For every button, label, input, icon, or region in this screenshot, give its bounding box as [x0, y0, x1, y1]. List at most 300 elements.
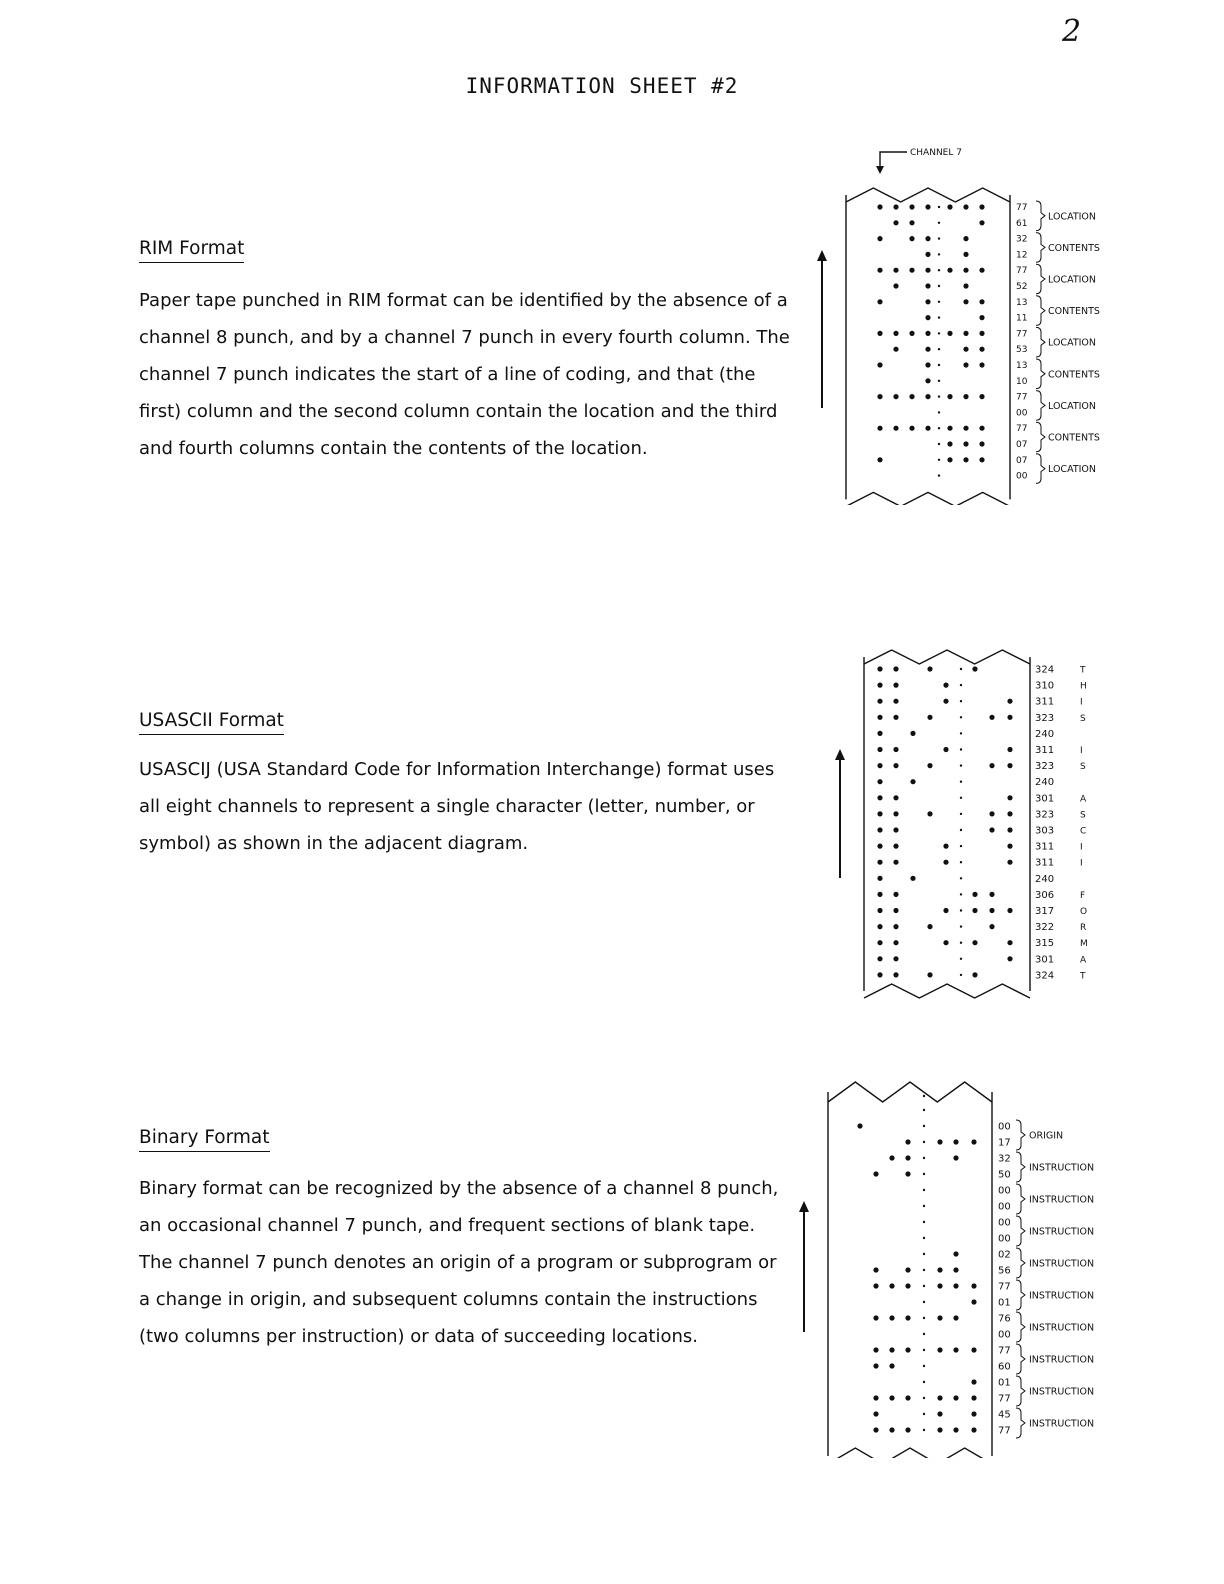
- punch-hole: [893, 268, 898, 273]
- sprocket-hole: [938, 301, 940, 303]
- punch-hole: [877, 204, 882, 209]
- punch-hole: [910, 876, 915, 881]
- punch-hole: [1007, 860, 1012, 865]
- punch-hole: [877, 763, 882, 768]
- octal-code: 301: [1035, 954, 1055, 966]
- punch-hole: [979, 457, 984, 462]
- punch-hole: [893, 699, 898, 704]
- group-bracket: [1016, 1344, 1025, 1374]
- punch-hole: [877, 795, 882, 800]
- punch-hole: [979, 315, 984, 320]
- group-label: INSTRUCTION: [1029, 1258, 1095, 1270]
- punch-hole: [873, 1267, 878, 1272]
- rim-paragraph: [139, 282, 819, 467]
- punch-hole: [937, 1411, 942, 1416]
- sprocket-hole: [923, 1125, 925, 1127]
- sprocket-hole: [923, 1205, 925, 1207]
- group-label: LOCATION: [1048, 337, 1097, 349]
- punch-hole: [953, 1155, 958, 1160]
- group-bracket: [1016, 1312, 1025, 1342]
- octal-code: 07: [1016, 440, 1028, 450]
- punch-hole: [877, 236, 882, 241]
- sprocket-hole: [923, 1221, 925, 1223]
- punch-hole: [877, 940, 882, 945]
- group-label: INSTRUCTION: [1029, 1162, 1095, 1174]
- group-bracket: [1016, 1152, 1025, 1182]
- character-label: S: [1080, 762, 1086, 773]
- character-label: I: [1080, 697, 1083, 708]
- punch-hole: [943, 940, 948, 945]
- sprocket-hole: [960, 942, 962, 944]
- group-bracket: [1036, 454, 1045, 484]
- punch-hole: [893, 394, 898, 399]
- punch-hole: [877, 299, 882, 304]
- octal-code: 00: [998, 1121, 1011, 1133]
- octal-code: 77: [1016, 424, 1028, 435]
- punch-hole: [873, 1347, 878, 1352]
- punch-hole: [873, 1427, 878, 1432]
- punch-hole: [877, 731, 882, 736]
- octal-code: 12: [1016, 250, 1028, 261]
- punch-hole: [925, 378, 930, 383]
- sprocket-hole: [960, 877, 962, 879]
- group-bracket: [1036, 233, 1045, 263]
- punch-hole: [873, 1363, 878, 1368]
- punch-hole: [963, 394, 968, 399]
- octal-code: 77: [1016, 392, 1028, 403]
- page-title: INFORMATION SHEET #2: [465, 74, 739, 98]
- octal-code: 50: [998, 1169, 1011, 1181]
- binary-arrow-line: [803, 1212, 805, 1332]
- sprocket-hole: [938, 285, 940, 287]
- punch-hole: [873, 1171, 878, 1176]
- sprocket-hole: [923, 1333, 925, 1335]
- group-bracket: [1016, 1376, 1025, 1406]
- page-number: 2: [1062, 14, 1082, 49]
- octal-code: 61: [1016, 218, 1028, 229]
- punch-hole: [893, 347, 898, 352]
- group-label: LOCATION: [1048, 464, 1097, 476]
- octal-code: 77: [998, 1425, 1011, 1437]
- octal-code: 10: [1016, 376, 1028, 387]
- sprocket-hole: [938, 316, 940, 318]
- group-bracket: [1036, 201, 1045, 231]
- punch-hole: [953, 1395, 958, 1400]
- punch-hole: [925, 331, 930, 336]
- octal-code: 00: [998, 1329, 1011, 1341]
- punch-hole: [937, 1283, 942, 1288]
- binary-paragraph-line: The channel 7 punch denotes an origin of a program or subprogram or: [139, 1252, 777, 1273]
- punch-hole: [963, 441, 968, 446]
- group-label: CONTENTS: [1048, 242, 1100, 254]
- rim-arrow-line: [821, 260, 823, 408]
- punch-hole: [925, 283, 930, 288]
- punch-hole: [877, 892, 882, 897]
- punch-hole: [937, 1395, 942, 1400]
- octal-code: 13: [1016, 361, 1028, 371]
- punch-hole: [925, 426, 930, 431]
- octal-code: 07: [1016, 455, 1028, 466]
- group-bracket: [1036, 359, 1045, 389]
- punch-hole: [873, 1283, 878, 1288]
- octal-code: 77: [1016, 266, 1028, 277]
- group-label: INSTRUCTION: [1029, 1194, 1095, 1206]
- punch-hole: [979, 362, 984, 367]
- binary-tape-diagram: [822, 1068, 1122, 1458]
- punch-hole: [989, 924, 994, 929]
- punch-hole: [1007, 763, 1012, 768]
- punch-hole: [963, 362, 968, 367]
- group-label: CONTENTS: [1048, 306, 1100, 318]
- punch-hole: [893, 827, 898, 832]
- punch-hole: [963, 204, 968, 209]
- punch-hole: [989, 892, 994, 897]
- punch-hole: [947, 394, 952, 399]
- punch-hole: [927, 763, 932, 768]
- sprocket-hole: [960, 925, 962, 927]
- octal-code: 77: [998, 1281, 1011, 1293]
- binary-paragraph-line: (two columns per instruction) or data of succeeding locations.: [139, 1326, 698, 1347]
- channel-7-arrow-head: [876, 166, 884, 174]
- punch-hole: [1007, 908, 1012, 913]
- octal-code: 240: [1035, 728, 1055, 740]
- rim-paragraph-line: channel 8 punch, and by a channel 7 punch in every fourth column. The: [139, 327, 790, 348]
- punch-hole: [925, 252, 930, 257]
- punch-hole: [877, 956, 882, 961]
- octal-code: 53: [1016, 345, 1028, 356]
- punch-hole: [877, 457, 882, 462]
- punch-hole: [972, 940, 977, 945]
- rim-paragraph-line: channel 7 punch indicates the start of a line of coding, and that (the: [139, 364, 756, 385]
- punch-hole: [979, 220, 984, 225]
- sprocket-hole: [923, 1429, 925, 1431]
- octal-code: 77: [998, 1393, 1011, 1405]
- octal-code: 76: [998, 1313, 1011, 1325]
- group-label: ORIGIN: [1029, 1130, 1064, 1142]
- sprocket-hole: [938, 443, 940, 445]
- group-bracket: [1016, 1408, 1025, 1438]
- sprocket-hole: [923, 1381, 925, 1383]
- punch-hole: [909, 268, 914, 273]
- punch-hole: [925, 315, 930, 320]
- punch-hole: [909, 426, 914, 431]
- punch-hole: [1007, 699, 1012, 704]
- sprocket-hole: [923, 1285, 925, 1287]
- sprocket-hole: [923, 1349, 925, 1351]
- rim-heading: RIM Format: [139, 238, 244, 263]
- usascii-arrow-head: [835, 749, 845, 760]
- punch-hole: [925, 268, 930, 273]
- channel-7-label: CHANNEL 7: [910, 148, 962, 158]
- sprocket-hole: [938, 474, 940, 476]
- punch-hole: [972, 908, 977, 913]
- punch-hole: [877, 683, 882, 688]
- punch-hole: [925, 236, 930, 241]
- group-label: LOCATION: [1048, 211, 1097, 223]
- usascii-paragraph-line: all eight channels to represent a single character (letter, number, or: [139, 796, 755, 817]
- punch-hole: [927, 666, 932, 671]
- punch-hole: [905, 1171, 910, 1176]
- punch-hole: [1007, 844, 1012, 849]
- punch-hole: [979, 426, 984, 431]
- group-label: INSTRUCTION: [1029, 1386, 1095, 1398]
- punch-hole: [893, 220, 898, 225]
- sprocket-hole: [960, 797, 962, 799]
- octal-code: 17: [998, 1137, 1011, 1149]
- punch-hole: [877, 268, 882, 273]
- octal-code: 311: [1035, 745, 1055, 756]
- sprocket-hole: [960, 829, 962, 831]
- punch-hole: [877, 972, 882, 977]
- octal-code: 323: [1035, 809, 1055, 821]
- usascii-paragraph-line: USASCIJ (USA Standard Code for Information Interchange) format uses: [139, 759, 775, 780]
- sprocket-hole: [938, 237, 940, 239]
- punch-hole: [893, 666, 898, 671]
- punch-hole: [889, 1315, 894, 1320]
- octal-code: 306: [1035, 889, 1055, 901]
- punch-hole: [943, 908, 948, 913]
- punch-hole: [953, 1139, 958, 1144]
- punch-hole: [905, 1283, 910, 1288]
- rim-paragraph-line: and fourth columns contain the contents of the location.: [139, 438, 648, 459]
- group-label: LOCATION: [1048, 400, 1097, 412]
- group-bracket: [1016, 1216, 1025, 1246]
- punch-hole: [979, 347, 984, 352]
- group-label: CONTENTS: [1048, 432, 1100, 444]
- character-label: I: [1080, 842, 1083, 853]
- punch-hole: [971, 1283, 976, 1288]
- group-label: INSTRUCTION: [1029, 1226, 1095, 1238]
- tape-bottom-edge: [828, 1448, 992, 1458]
- punch-hole: [925, 299, 930, 304]
- character-label: S: [1080, 810, 1086, 821]
- character-label: A: [1080, 955, 1087, 966]
- punch-hole: [909, 236, 914, 241]
- punch-hole: [979, 441, 984, 446]
- punch-hole: [889, 1427, 894, 1432]
- character-label: C: [1080, 826, 1087, 837]
- octal-code: 52: [1016, 282, 1028, 292]
- punch-hole: [937, 1427, 942, 1432]
- punch-hole: [953, 1315, 958, 1320]
- octal-code: 303: [1035, 825, 1055, 837]
- sprocket-hole: [938, 364, 940, 366]
- punch-hole: [927, 924, 932, 929]
- binary-paragraph-line: Binary format can be recognized by the absence of a channel 8 punch,: [139, 1178, 779, 1199]
- punch-hole: [943, 747, 948, 752]
- binary-arrow-head: [799, 1201, 809, 1212]
- punch-hole: [877, 827, 882, 832]
- punch-hole: [877, 715, 882, 720]
- sprocket-hole: [923, 1189, 925, 1191]
- punch-hole: [905, 1315, 910, 1320]
- group-label: INSTRUCTION: [1029, 1290, 1095, 1302]
- octal-code: 311: [1035, 857, 1055, 869]
- group-bracket: [1016, 1248, 1025, 1278]
- punch-hole: [893, 908, 898, 913]
- punch-hole: [937, 1315, 942, 1320]
- sprocket-hole: [960, 764, 962, 766]
- sprocket-hole: [923, 1157, 925, 1159]
- punch-hole: [927, 715, 932, 720]
- punch-hole: [963, 283, 968, 288]
- sprocket-hole: [960, 861, 962, 863]
- sprocket-hole: [960, 974, 962, 976]
- sprocket-hole: [923, 1141, 925, 1143]
- sprocket-hole: [960, 700, 962, 702]
- octal-code: 56: [998, 1265, 1011, 1277]
- sprocket-hole: [923, 1397, 925, 1399]
- punch-hole: [971, 1379, 976, 1384]
- octal-code: 13: [1016, 297, 1028, 308]
- sprocket-hole: [923, 1413, 925, 1415]
- punch-hole: [971, 1395, 976, 1400]
- punch-hole: [925, 394, 930, 399]
- character-label: A: [1080, 794, 1087, 805]
- punch-hole: [947, 457, 952, 462]
- sprocket-hole: [960, 748, 962, 750]
- octal-code: 311: [1035, 696, 1055, 708]
- sprocket-hole: [960, 716, 962, 718]
- punch-hole: [937, 1347, 942, 1352]
- punch-hole: [877, 394, 882, 399]
- punch-hole: [910, 731, 915, 736]
- sprocket-hole: [938, 269, 940, 271]
- octal-code: 323: [1035, 761, 1055, 773]
- punch-hole: [893, 844, 898, 849]
- usascii-paragraph: [139, 751, 819, 862]
- punch-hole: [893, 811, 898, 816]
- punch-hole: [877, 876, 882, 881]
- octal-code: 01: [998, 1377, 1011, 1389]
- punch-hole: [909, 220, 914, 225]
- punch-hole: [877, 844, 882, 849]
- octal-code: 60: [998, 1361, 1011, 1373]
- character-label: R: [1080, 923, 1087, 934]
- punch-hole: [953, 1283, 958, 1288]
- punch-hole: [953, 1251, 958, 1256]
- punch-hole: [963, 299, 968, 304]
- punch-hole: [889, 1395, 894, 1400]
- punch-hole: [1007, 795, 1012, 800]
- punch-hole: [893, 763, 898, 768]
- punch-hole: [893, 426, 898, 431]
- punch-hole: [877, 699, 882, 704]
- octal-code: 45: [998, 1409, 1011, 1421]
- punch-hole: [927, 972, 932, 977]
- punch-hole: [947, 268, 952, 273]
- punch-hole: [979, 204, 984, 209]
- group-bracket: [1036, 264, 1045, 294]
- punch-hole: [905, 1155, 910, 1160]
- sprocket-hole: [923, 1095, 925, 1097]
- sprocket-hole: [960, 684, 962, 686]
- sprocket-hole: [923, 1301, 925, 1303]
- octal-code: 77: [998, 1345, 1011, 1357]
- punch-hole: [943, 844, 948, 849]
- punch-hole: [893, 860, 898, 865]
- sprocket-hole: [938, 332, 940, 334]
- punch-hole: [927, 811, 932, 816]
- punch-hole: [889, 1363, 894, 1368]
- punch-hole: [947, 441, 952, 446]
- punch-hole: [893, 747, 898, 752]
- punch-hole: [979, 394, 984, 399]
- sprocket-hole: [938, 206, 940, 208]
- character-label: T: [1080, 971, 1086, 982]
- punch-hole: [877, 908, 882, 913]
- binary-paragraph: [139, 1170, 819, 1355]
- punch-hole: [989, 908, 994, 913]
- sprocket-hole: [938, 222, 940, 224]
- sprocket-hole: [960, 732, 962, 734]
- punch-hole: [963, 236, 968, 241]
- punch-hole: [877, 666, 882, 671]
- punch-hole: [1007, 827, 1012, 832]
- punch-hole: [873, 1395, 878, 1400]
- tape-top-edge: [846, 188, 1010, 202]
- octal-code: 324: [1035, 664, 1055, 676]
- punch-hole: [943, 860, 948, 865]
- punch-hole: [889, 1347, 894, 1352]
- octal-code: 11: [1016, 313, 1028, 324]
- group-bracket: [1016, 1184, 1025, 1214]
- character-label: F: [1080, 890, 1086, 901]
- punch-hole: [893, 940, 898, 945]
- punch-hole: [947, 331, 952, 336]
- sprocket-hole: [960, 958, 962, 960]
- punch-hole: [905, 1427, 910, 1432]
- binary-paragraph-line: an occasional channel 7 punch, and frequent sections of blank tape.: [139, 1215, 756, 1236]
- sprocket-hole: [923, 1109, 925, 1111]
- punch-hole: [979, 268, 984, 273]
- punch-hole: [857, 1123, 862, 1128]
- octal-code: 32: [1016, 234, 1028, 245]
- binary-paragraph-line: a change in origin, and subsequent columns contain the instructions: [139, 1289, 758, 1310]
- punch-hole: [971, 1299, 976, 1304]
- punch-hole: [877, 924, 882, 929]
- group-label: CONTENTS: [1048, 369, 1100, 381]
- punch-hole: [925, 362, 930, 367]
- character-label: I: [1080, 746, 1083, 756]
- punch-hole: [953, 1347, 958, 1352]
- punch-hole: [989, 763, 994, 768]
- octal-code: 240: [1035, 873, 1055, 885]
- rim-paragraph-line: Paper tape punched in RIM format can be identified by the absence of a: [139, 290, 788, 311]
- sprocket-hole: [960, 909, 962, 911]
- octal-code: 77: [1016, 203, 1028, 213]
- punch-hole: [1007, 940, 1012, 945]
- punch-hole: [925, 204, 930, 209]
- punch-hole: [972, 972, 977, 977]
- character-label: H: [1080, 681, 1087, 692]
- octal-code: 301: [1035, 793, 1055, 805]
- punch-hole: [1007, 715, 1012, 720]
- binary-heading: Binary Format: [139, 1127, 270, 1152]
- punch-hole: [873, 1411, 878, 1416]
- punch-hole: [963, 331, 968, 336]
- character-label: O: [1080, 907, 1088, 917]
- sprocket-hole: [960, 813, 962, 815]
- usascii-heading: USASCII Format: [139, 710, 284, 735]
- channel-7-arrow: [880, 152, 890, 168]
- tape-top-edge: [864, 650, 1030, 664]
- character-label: T: [1080, 665, 1086, 676]
- group-bracket: [1036, 391, 1045, 421]
- punch-hole: [971, 1411, 976, 1416]
- sprocket-hole: [938, 380, 940, 382]
- octal-code: 322: [1035, 922, 1055, 934]
